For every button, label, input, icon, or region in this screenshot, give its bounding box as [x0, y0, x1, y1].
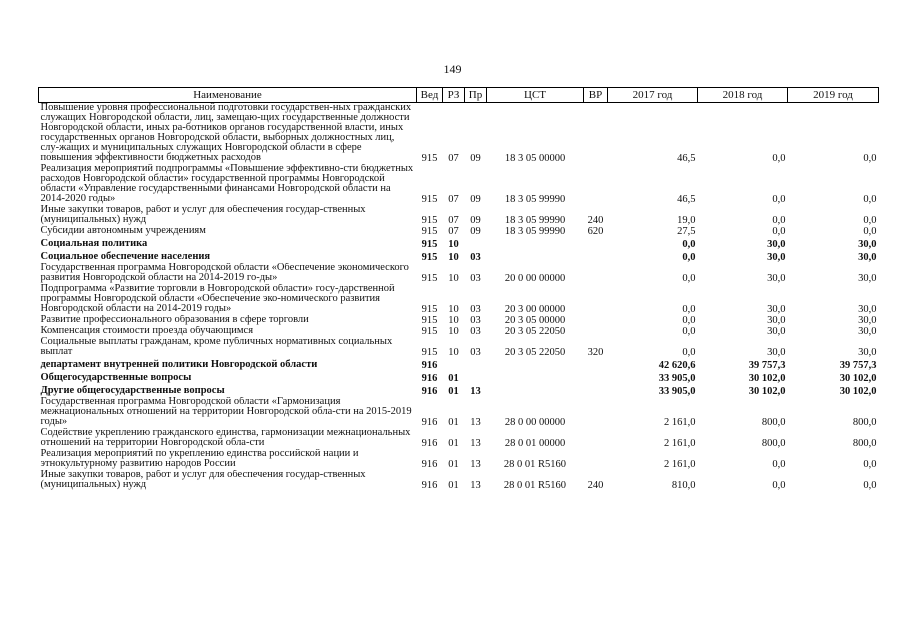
row-value-2018: 0,0	[772, 480, 786, 491]
row-value-2017: 0,0	[682, 326, 696, 337]
row-cst: 20 3 05 22050	[504, 347, 566, 358]
row-rz: 01	[448, 480, 459, 491]
header-name: Наименование	[39, 88, 417, 103]
row-pr: 03	[470, 304, 481, 315]
row-value-2017: 19,0	[677, 215, 696, 226]
row-cst: 20 3 05 22050	[504, 326, 566, 337]
table-row	[39, 226, 879, 237]
row-value-2018: 0,0	[772, 459, 786, 470]
row-name: Социальное обеспечение населения	[40, 251, 211, 262]
header-2019: 2019 год	[788, 88, 879, 103]
row-value-2017: 33 905,0	[658, 373, 696, 384]
row-name: Реализация мероприятий по укреплению единства российской нации и этнокультурному развитию народов России	[40, 449, 359, 469]
row-name: Социальная политика	[40, 238, 148, 249]
row-vr	[584, 284, 608, 315]
row-value-2017: 2 161,0	[664, 459, 696, 470]
row-value-2018: 800,0	[761, 438, 786, 449]
row-value-2019: 39 757,3	[839, 360, 877, 371]
row-vr	[584, 449, 608, 470]
row-value-2017: 0,0	[682, 273, 696, 284]
row-value-2019: 0,0	[863, 153, 877, 164]
row-value-2019: 30,0	[858, 326, 877, 337]
row-vr	[584, 428, 608, 449]
row-pr: 09	[470, 194, 481, 205]
row-value-2018: 0,0	[772, 215, 786, 226]
table-row	[39, 449, 879, 470]
header-ved: Вед	[417, 88, 443, 103]
row-name: Другие общегосударственные вопросы	[40, 385, 225, 396]
row-vr	[584, 384, 608, 397]
row-value-2017: 2 161,0	[664, 417, 696, 428]
header-2017: 2017 год	[608, 88, 698, 103]
row-vr	[584, 397, 608, 428]
row-value-2019: 30,0	[858, 347, 877, 358]
row-value-2019: 0,0	[863, 459, 877, 470]
row-value-2018: 30,0	[767, 304, 786, 315]
row-cst: 28 0 01 R5160	[503, 459, 567, 470]
row-pr: 03	[470, 315, 481, 326]
row-value-2018: 39 757,3	[748, 360, 786, 371]
row-rz: 07	[448, 194, 459, 205]
row-pr: 13	[470, 417, 481, 428]
row-name: Реализация мероприятий подпрограммы «Повышение эффективно-сти бюджетных расходов Новгородской области» государственной программы Новгородской области «Управление государственными финансами Новгородской области на 2014-2020 годы»	[40, 164, 414, 204]
row-name: Общегосударственные вопросы	[40, 372, 192, 383]
row-name: Государственная программа Новгородской области «Обеспечение экономического развития Новгородской области на 2014-2019 го-ды»	[40, 263, 409, 283]
row-cst: 28 0 01 R5160	[503, 480, 567, 491]
table-row	[39, 315, 879, 326]
row-pr	[465, 237, 487, 250]
row-value-2018: 30,0	[767, 252, 786, 263]
row-ved: 916	[421, 438, 438, 449]
row-rz: 01	[448, 373, 459, 384]
row-cst	[487, 237, 584, 250]
row-vr	[584, 315, 608, 326]
row-pr: 13	[470, 480, 481, 491]
row-ved: 916	[421, 459, 438, 470]
row-ved: 915	[421, 153, 438, 164]
row-value-2018: 30,0	[767, 347, 786, 358]
row-cst: 20 0 00 00000	[504, 273, 566, 284]
row-value-2019: 30,0	[858, 252, 877, 263]
row-value-2019: 800,0	[852, 438, 877, 449]
row-cst: 20 3 00 00000	[504, 304, 566, 315]
row-value-2019: 30,0	[858, 304, 877, 315]
row-ved: 915	[421, 226, 438, 237]
row-ved: 916	[421, 480, 438, 491]
row-value-2019: 0,0	[863, 215, 877, 226]
row-vr: 620	[587, 226, 604, 237]
row-rz: 07	[448, 153, 459, 164]
row-value-2017: 33 905,0	[658, 386, 696, 397]
table-row	[39, 470, 879, 491]
row-pr: 03	[470, 326, 481, 337]
row-value-2017: 42 620,6	[658, 360, 696, 371]
table-row	[39, 397, 879, 428]
row-value-2018: 0,0	[772, 226, 786, 237]
row-rz: 10	[448, 326, 459, 337]
row-value-2019: 0,0	[863, 226, 877, 237]
row-value-2018: 30,0	[767, 315, 786, 326]
row-cst	[487, 358, 584, 371]
row-value-2017: 0,0	[682, 239, 696, 250]
row-name: департамент внутренней политики Новгородской области	[40, 359, 318, 370]
row-vr	[584, 164, 608, 205]
row-vr: 240	[587, 480, 604, 491]
row-value-2018: 800,0	[761, 417, 786, 428]
table-row	[39, 237, 879, 250]
header-vr: ВР	[584, 88, 608, 103]
header-rz: РЗ	[443, 88, 465, 103]
table-row	[39, 250, 879, 263]
table-row	[39, 384, 879, 397]
row-value-2019: 30,0	[858, 239, 877, 250]
row-name: Социальные выплаты гражданам, кроме публичных нормативных социальных выплат	[40, 337, 393, 357]
row-name: Иные закупки товаров, работ и услуг для обеспечения государ-ственных (муниципальных) нужд	[40, 205, 366, 225]
row-cst	[487, 371, 584, 384]
row-ved: 915	[421, 215, 438, 226]
row-value-2018: 0,0	[772, 194, 786, 205]
row-cst: 20 3 05 00000	[504, 315, 566, 326]
table-header-row	[39, 88, 879, 103]
row-name: Субсидии автономным учреждениям	[40, 226, 206, 236]
row-cst: 18 3 05 00000	[504, 153, 566, 164]
row-ved: 915	[421, 304, 438, 315]
row-value-2018: 0,0	[772, 153, 786, 164]
row-value-2018: 30,0	[767, 326, 786, 337]
row-pr: 09	[470, 215, 481, 226]
row-rz: 01	[448, 386, 459, 397]
row-vr: 240	[587, 215, 604, 226]
row-ved: 916	[421, 386, 438, 397]
row-value-2019: 30 102,0	[839, 386, 877, 397]
row-ved: 915	[421, 347, 438, 358]
row-vr	[584, 326, 608, 337]
row-value-2017: 46,5	[677, 153, 696, 164]
row-value-2019: 800,0	[852, 417, 877, 428]
table-row	[39, 164, 879, 205]
table-row	[39, 103, 879, 165]
row-ved: 916	[421, 417, 438, 428]
table-row	[39, 358, 879, 371]
row-cst	[487, 250, 584, 263]
row-ved: 915	[421, 315, 438, 326]
budget-table	[38, 87, 879, 491]
row-vr: 320	[587, 347, 604, 358]
row-ved: 915	[421, 239, 438, 250]
row-pr: 13	[470, 386, 481, 397]
row-value-2019: 30,0	[858, 273, 877, 284]
row-rz: 10	[448, 315, 459, 326]
row-rz: 01	[448, 438, 459, 449]
row-vr	[584, 358, 608, 371]
row-name: Подпрограмма «Развитие торговли в Новгородской области» госу-дарственной программы Новгородской области «Обеспечение эко-номического развития Новгородской области на 2014-2019 годы»	[40, 284, 395, 314]
row-ved: 915	[421, 252, 438, 263]
row-value-2017: 0,0	[682, 252, 696, 263]
table-row	[39, 284, 879, 315]
row-rz: 01	[448, 459, 459, 470]
row-cst: 18 3 05 99990	[504, 194, 566, 205]
row-cst: 18 3 05 99990	[504, 215, 566, 226]
row-rz: 10	[448, 273, 459, 284]
header-2018: 2018 год	[698, 88, 788, 103]
row-value-2018: 30 102,0	[748, 386, 786, 397]
row-vr	[584, 371, 608, 384]
row-value-2017: 46,5	[677, 194, 696, 205]
row-value-2017: 0,0	[682, 347, 696, 358]
row-value-2018: 30 102,0	[748, 373, 786, 384]
row-pr: 03	[470, 347, 481, 358]
header-cst: ЦСТ	[487, 88, 584, 103]
row-vr	[584, 237, 608, 250]
row-name: Государственная программа Новгородской области «Гармонизация межнациональных отношений на территории Новгородской обла-сти на 2015-2019 годы»	[40, 397, 412, 427]
row-cst: 28 0 00 00000	[504, 417, 566, 428]
row-value-2019: 0,0	[863, 194, 877, 205]
row-rz: 01	[448, 417, 459, 428]
row-name: Компенсация стоимости проезда обучающимся	[40, 326, 254, 336]
table-row	[39, 371, 879, 384]
row-rz: 10	[448, 239, 459, 250]
row-pr: 03	[470, 273, 481, 284]
row-value-2017: 0,0	[682, 315, 696, 326]
table-row	[39, 337, 879, 358]
row-value-2019: 30,0	[858, 315, 877, 326]
row-cst: 18 3 05 99990	[504, 226, 566, 237]
row-rz: 10	[448, 304, 459, 315]
header-pr: Пр	[465, 88, 487, 103]
row-value-2019: 0,0	[863, 480, 877, 491]
row-ved: 915	[421, 273, 438, 284]
table-row	[39, 263, 879, 284]
page-number: 149	[443, 62, 462, 76]
row-pr: 09	[470, 153, 481, 164]
table-row	[39, 205, 879, 226]
row-pr: 09	[470, 226, 481, 237]
row-vr	[584, 103, 608, 165]
row-ved: 916	[421, 373, 438, 384]
row-name: Повышение уровня профессиональной подготовки государствен-ных гражданских служащих Новгородской области, лиц, замещаю-щих государственные должности Новгородской области, иных ра-ботников органов государственной власти, иных государственных органов Новгородской области, выборных должностных лиц, слу-жащих и муниципальных служащих Новгородской области в сфере повышения эффективности бюджетных расходов	[40, 102, 412, 163]
row-rz: 07	[448, 226, 459, 237]
table-body	[39, 103, 879, 492]
row-pr	[465, 358, 487, 371]
row-name: Содействие укреплению гражданского единства, гармонизации межнациональных отношений на территории Новгородской обла-сти	[40, 428, 411, 448]
row-pr: 13	[470, 459, 481, 470]
row-value-2019: 30 102,0	[839, 373, 877, 384]
table-row	[39, 326, 879, 337]
row-value-2017: 27,5	[677, 226, 696, 237]
row-value-2017: 0,0	[682, 304, 696, 315]
row-value-2018: 30,0	[767, 273, 786, 284]
row-vr	[584, 250, 608, 263]
table-row	[39, 428, 879, 449]
row-rz: 07	[448, 215, 459, 226]
row-vr	[584, 263, 608, 284]
row-pr: 13	[470, 438, 481, 449]
row-ved: 915	[421, 326, 438, 337]
row-value-2018: 30,0	[767, 239, 786, 250]
row-rz: 10	[448, 252, 459, 263]
row-rz	[443, 358, 465, 371]
row-cst: 28 0 01 00000	[504, 438, 566, 449]
row-pr	[465, 371, 487, 384]
row-value-2017: 2 161,0	[664, 438, 696, 449]
row-value-2017: 810,0	[671, 480, 696, 491]
row-name: Иные закупки товаров, работ и услуг для обеспечения государ-ственных (муниципальных) нужд	[40, 470, 366, 490]
row-ved: 916	[421, 360, 438, 371]
row-cst	[487, 384, 584, 397]
row-pr: 03	[470, 252, 481, 263]
row-name: Развитие профессионального образования в сфере торговли	[40, 315, 309, 325]
row-rz: 10	[448, 347, 459, 358]
row-ved: 915	[421, 194, 438, 205]
